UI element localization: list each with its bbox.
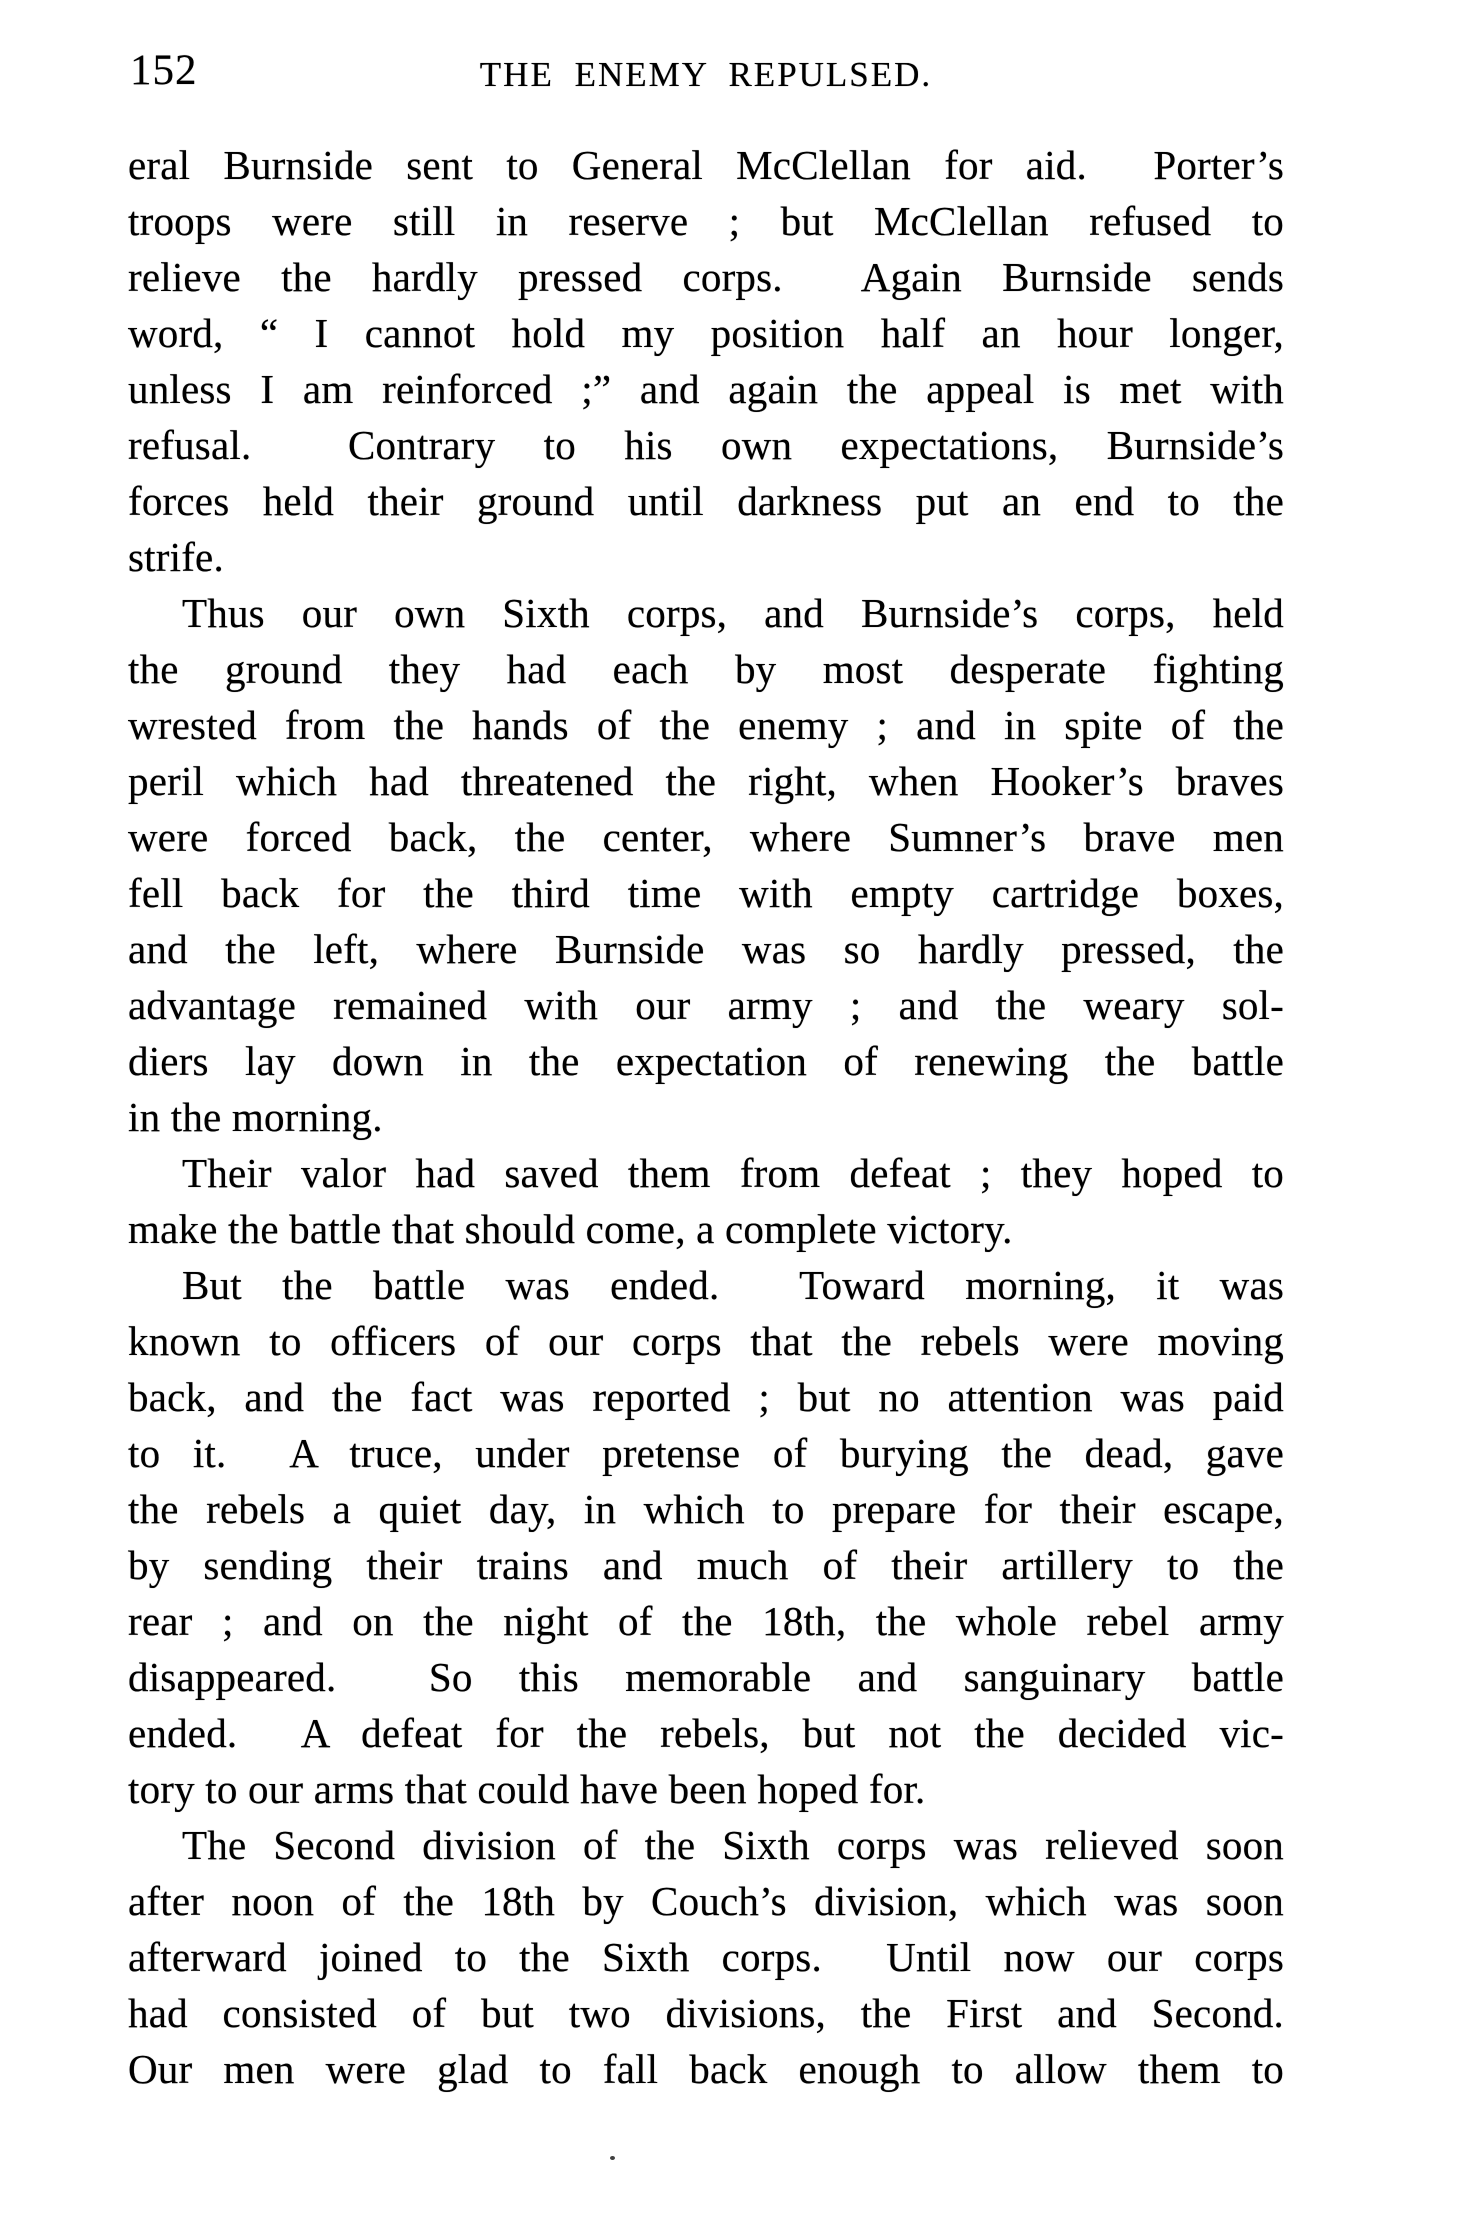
text-line: forces held their ground until darkness put an end to the	[128, 478, 1284, 524]
text-line: after noon of the 18th by Couch’s division, which was soon	[128, 1878, 1284, 1924]
text-line: in the morning.	[128, 1094, 383, 1140]
text-line: unless I am reinforced ;” and again the appeal is met with	[128, 366, 1284, 412]
text-line: tory to our arms that could have been hoped for.	[128, 1766, 926, 1812]
text-line: were forced back, the center, where Sumner’s brave men	[128, 814, 1284, 860]
text-line: diers lay down in the expectation of renewing the battle	[128, 1038, 1284, 1084]
text-line: the ground they had each by most desperate fighting	[128, 646, 1284, 692]
text-line: Our men were glad to fall back enough to allow them to	[128, 2046, 1284, 2092]
text-line: had consisted of but two divisions, the First and Second.	[128, 1990, 1284, 2036]
text-line: peril which had threatened the right, when Hooker’s braves	[128, 758, 1284, 804]
text-line: advantage remained with our army ; and the weary sol-	[128, 982, 1284, 1028]
text-line: eral Burnside sent to General McClellan for aid. Porter’s	[128, 142, 1284, 188]
text-line: disappeared. So this memorable and sanguinary battle	[128, 1654, 1284, 1700]
text-line: make the battle that should come, a complete victory.	[128, 1206, 1013, 1252]
text-line: Thus our own Sixth corps, and Burnside’s corps, held	[182, 590, 1284, 636]
text-line: wrested from the hands of the enemy ; and in spite of the	[128, 702, 1284, 748]
text-line: Their valor had saved them from defeat ; they hoped to	[182, 1150, 1284, 1196]
paragraph	[128, 1145, 1284, 1257]
header-title: THE ENEMY REPULSED.	[479, 55, 933, 94]
text-line: refusal. Contrary to his own expectations, Burnside’s	[128, 422, 1284, 468]
page-number: 152	[130, 47, 198, 94]
text-line: relieve the hardly pressed corps. Again Burnside sends	[128, 254, 1284, 300]
text-line: by sending their trains and much of their artillery to the	[128, 1542, 1284, 1588]
text-line: and the left, where Burnside was so hardly pressed, the	[128, 926, 1284, 972]
scan-artifact-dot	[610, 2156, 615, 2160]
paragraph	[128, 137, 1284, 585]
text-line: ended. A defeat for the rebels, but not the decided vic-	[128, 1710, 1284, 1756]
text-line: rear ; and on the night of the 18th, the whole rebel army	[128, 1598, 1284, 1644]
text-line: fell back for the third time with empty cartridge boxes,	[128, 870, 1284, 916]
text-line: word, “ I cannot hold my position half an hour longer,	[128, 310, 1284, 356]
running-header	[128, 48, 1284, 98]
paragraph	[128, 1257, 1284, 1817]
text-line: But the battle was ended. Toward morning, it was	[182, 1262, 1284, 1308]
text-line: to it. A truce, under pretense of burying the dead, gave	[128, 1430, 1284, 1476]
text-line: known to officers of our corps that the rebels were moving	[128, 1318, 1284, 1364]
text-line: back, and the fact was reported ; but no attention was paid	[128, 1374, 1284, 1420]
text-line: afterward joined to the Sixth corps. Until now our corps	[128, 1934, 1284, 1980]
text-line: troops were still in reserve ; but McClellan refused to	[128, 198, 1284, 244]
text-line: the rebels a quiet day, in which to prepare for their escape,	[128, 1486, 1284, 1532]
text-line: strife.	[128, 534, 224, 580]
text-line: The Second division of the Sixth corps was relieved soon	[182, 1822, 1284, 1868]
paragraph	[128, 1817, 1284, 2097]
text-block	[128, 137, 1284, 2097]
paragraph	[128, 585, 1284, 1145]
